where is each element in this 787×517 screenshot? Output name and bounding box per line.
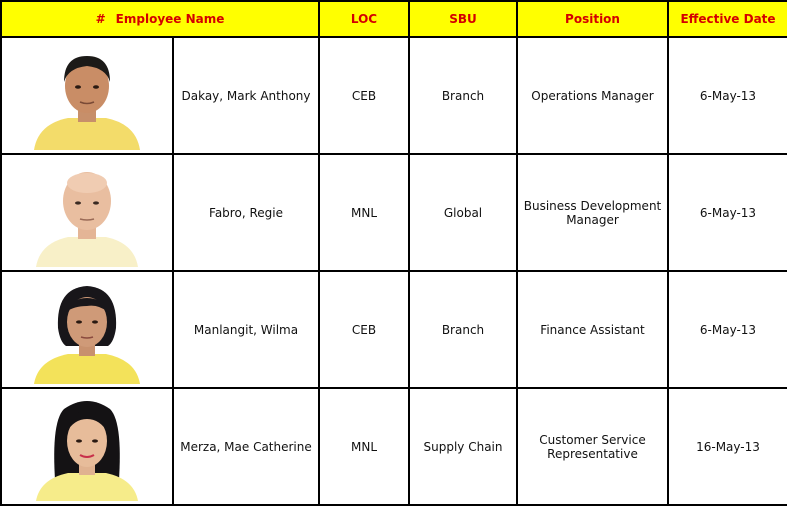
- employee-effective-date: 6-May-13: [668, 154, 787, 271]
- photo-cell: [1, 154, 173, 271]
- employee-photo: [28, 393, 146, 501]
- table-row: [1, 37, 787, 154]
- employee-sbu: Branch: [409, 271, 517, 388]
- employee-name: Merza, Mae Catherine: [173, 388, 319, 505]
- employee-loc: CEB: [319, 37, 409, 154]
- employee-loc: CEB: [319, 271, 409, 388]
- employee-loc: MNL: [319, 154, 409, 271]
- employee-sbu: Global: [409, 154, 517, 271]
- employee-effective-date: 16-May-13: [668, 388, 787, 505]
- employee-sbu: Branch: [409, 37, 517, 154]
- employee-effective-date: 6-May-13: [668, 271, 787, 388]
- employee-position: Operations Manager: [517, 37, 668, 154]
- employee-photo: [28, 159, 146, 267]
- table-row: [1, 154, 787, 271]
- header-row: [1, 1, 787, 37]
- employee-position: Customer Service Representative: [517, 388, 668, 505]
- sbu-header: SBU: [409, 1, 517, 37]
- effective-date-header: Effective Date: [668, 1, 787, 37]
- employee-name: Manlangit, Wilma: [173, 271, 319, 388]
- employee-position: Business Development Manager: [517, 154, 668, 271]
- table-row: [1, 271, 787, 388]
- loc-header: LOC: [319, 1, 409, 37]
- employee-sbu: Supply Chain: [409, 388, 517, 505]
- employee-loc: MNL: [319, 388, 409, 505]
- employee-name-label: Employee Name: [115, 12, 225, 26]
- photo-cell: [1, 37, 173, 154]
- employee-position: Finance Assistant: [517, 271, 668, 388]
- hash-label: #: [95, 12, 106, 26]
- employee-photo: [28, 276, 146, 384]
- employee-effective-date: 6-May-13: [668, 37, 787, 154]
- position-header: Position: [517, 1, 668, 37]
- employee-name: Fabro, Regie: [173, 154, 319, 271]
- employee-photo: [28, 42, 146, 150]
- employee-name-header: [1, 1, 319, 37]
- employee-name: Dakay, Mark Anthony: [173, 37, 319, 154]
- photo-cell: [1, 388, 173, 505]
- table-row: [1, 388, 787, 505]
- photo-cell: [1, 271, 173, 388]
